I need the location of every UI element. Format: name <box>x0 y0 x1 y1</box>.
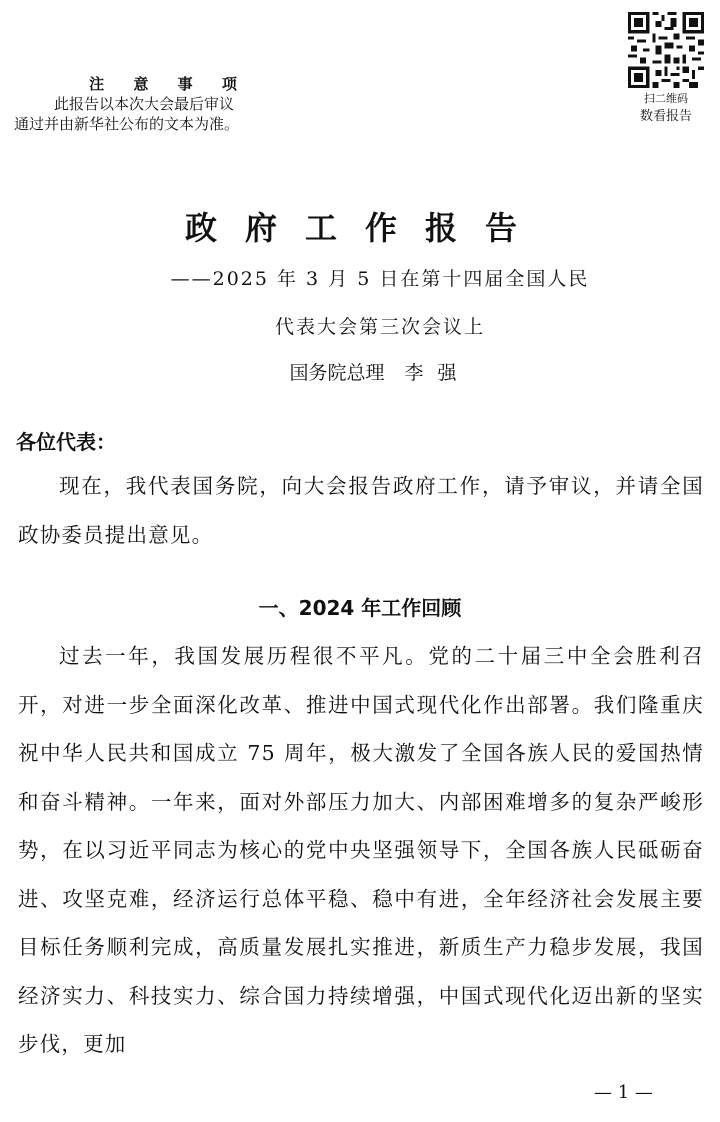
notice-title: 注 意 事 项 <box>89 75 249 93</box>
qr-caption-scan: 扫二维码 <box>644 92 688 105</box>
subtitle-line-1: ——2025 年 3 月 5 日在第十四届全国人民 <box>170 268 590 290</box>
notice-text-line-2: 通过并由新华社公布的文本为准。 <box>14 115 240 133</box>
intro-paragraph: 现在，我代表国务院，向大会报告政府工作，请予审议，并请全国政协委员提出意见。 <box>18 474 704 547</box>
subtitle-line-2: 代表大会第三次会议上 <box>274 316 485 338</box>
page-number: — 1 — <box>594 1082 653 1103</box>
speaker-name: 李强 <box>404 362 471 384</box>
salutation: 各位代表： <box>16 430 116 454</box>
speaker-role: 国务院总理 <box>289 362 385 384</box>
qr-code-icon <box>628 12 704 88</box>
qr-caption-report: 数看报告 <box>639 109 692 124</box>
qr-code-block <box>625 12 707 126</box>
body-paragraph: 过去一年，我国发展历程很不平凡。党的二十届三中全会胜利召开，对进一步全面深化改革、推进中国式现代化作出部署。我们隆重庆祝中华人民共和国成立 75 周年，极大激发了全国各族人民的爱国热情和奋斗精神。一年来，面对外部压力加大、内部困难增多的复杂严峻形势，在以习近平同志为核心的党中央坚强领导下，全国各族人民砥砺奋进、攻坚克难，经济运行总体平稳、稳中有进，全年经济社会发展主要目标任务顺利完成，高质量发展扎实推进，新质生产力稳步发展，我国经济实力、科技实力、综合国力持续增强，中国式现代化迈出新的坚实步伐，更加 <box>18 644 704 1056</box>
notice-box <box>14 74 304 134</box>
document-title: 政府工作报告 <box>184 209 545 247</box>
notice-text-line-1: 此报告以本次大会最后审议 <box>54 95 235 113</box>
section-heading: 一、2024 年工作回顾 <box>258 596 462 620</box>
speaker-line <box>0 358 720 385</box>
